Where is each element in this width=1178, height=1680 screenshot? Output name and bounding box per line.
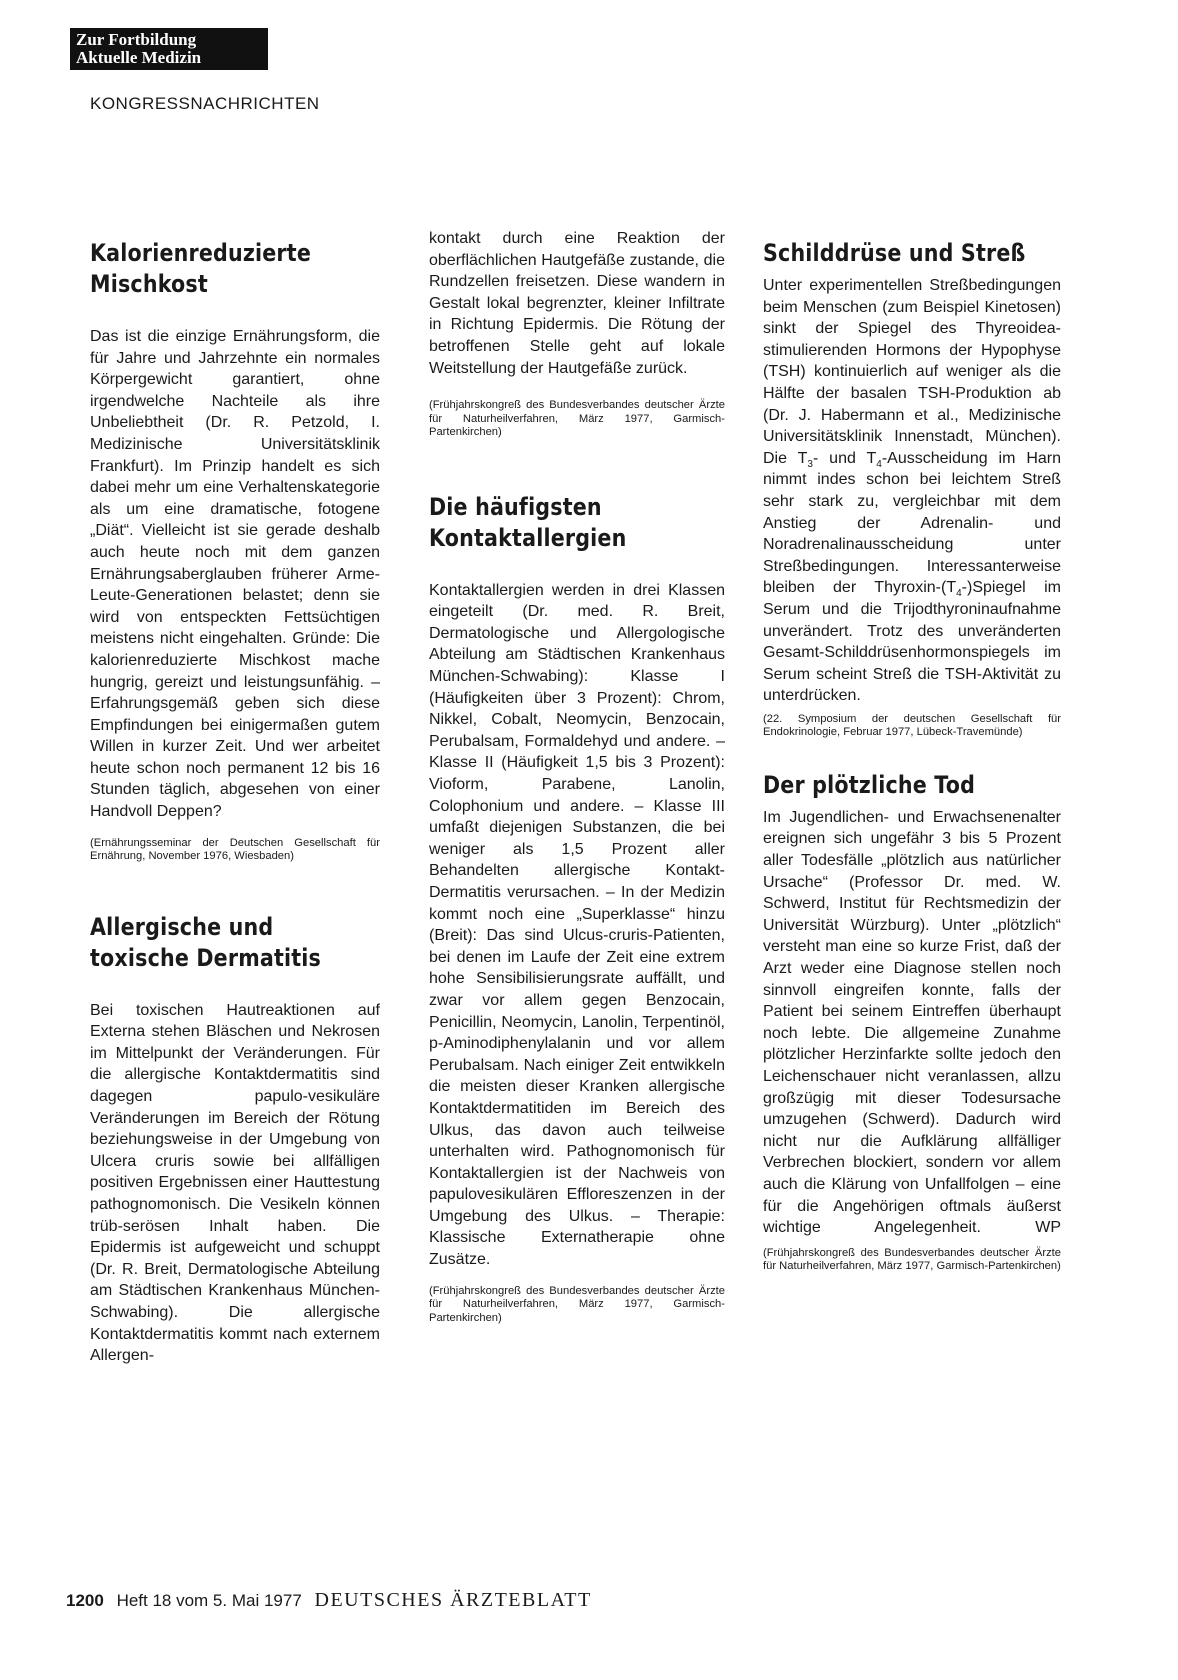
article-1-source: (Ernährungsseminar der Deutschen Gesellschaft für Ernährung, November 1976, Wiesbaden) xyxy=(90,836,380,863)
article-3-body: Kontaktallergien werden in drei Klassen eingeteilt (Dr. med. R. Breit, Dermatologische und Allergologische Abteilung am Städtischen Krankenhaus München-Schwabing): Klasse I (Häufigkeiten über 3 Prozent): Chrom, Nikkel, Cobalt, Neomycin, Benzocain, Perubalsam, Formaldehyd und andere. – Klasse II (Häufigkeit 1,5 bis 3 Prozent): Vioform, Parabene, Lanolin, Colophonium und andere. – Klasse III umfaßt diejenigen Substanzen, die bei weniger als 1,5 Prozent aller Behandelten allergische Kontakt-Dermatitis verursachen. – In der Medizin kommt noch eine „Superklasse“ hinzu (Breit): Das sind Ulcus-cruris-Patienten, bei denen im Laufe der Zeit eine extrem hohe Sensibilisierungsrate auffällt, und zwar vor allem gegen Benzocain, Penicillin, Neomycin, Lanolin, Terpentinöl, p-Aminodiphenylalanin und vor allem Perubalsam. Nach einiger Zeit entwikkeln die meisten dieser Kranken allergische Kontaktdermatitiden im Bereich des Ulkus, das davon auch teilweise unterhalten wird. Pathognomonisch für Kontaktallergien ist der Nachweis von papulovesikulären Effloreszenzen in der Umgebung des Ulkus. – Therapie: Klassische Externatherapie ohne Zusätze. xyxy=(429,581,725,1269)
article-4-source: (22. Symposium der deutschen Gesellschaft für Endokrinologie, Februar 1977, Lübeck-Travemünde) xyxy=(763,712,1061,739)
column-3 xyxy=(763,238,1061,1274)
article-3-title: Die häufigsten Kontaktallergien xyxy=(429,492,627,552)
article-1-body: Das ist die einzige Ernährungsform, die für Jahre und Jahrzehnte ein normales Körpergewicht garantiert, ohne irgendwelche Nachteile als ihre Unbeliebtheit (Dr. R. Petzold, I. Medizinische Universitätsklinik Frankfurt). Im Prinzip handelt es sich dabei mehr um eine Verhaltenskategorie als um eine dramatische, fotogene „Diät“. Vielleicht ist sie gerade deshalb auch heute noch mit dem ganzen Ernährungsaberglauben früherer Arme-Leute-Generationen belastet; denn sie wird von entspeckten Fettsüchtigen meistens nicht eingehalten. Gründe: Die kalorienreduzierte Mischkost mache hungrig, gereizt und leistungsunfähig. – Erfahrungsgemäß geben sich diese Empfindungen bei einigermaßen gutem Willen in kurzer Zeit. Und wer arbeitet heute schon noch permanent 12 bis 16 Stunden täglich, abgesehen von einer Handvoll Deppen? xyxy=(90,328,380,821)
author-signature: WP xyxy=(1035,1219,1061,1237)
article-5-title: Der plötzliche Tod xyxy=(763,770,976,799)
article-2-body-part-1: Bei toxischen Hautreaktionen auf Externa stehen Bläschen und Nekrosen im Mittelpunkt der Veränderungen. Für die allergische Kontaktdermatitis sind dagegen papulo-vesikuläre Veränderungen im Bereich der Rötung beziehungsweise in der Umgebung von Ulcera cruris sowie bei allfälligen positiven Ergebnissen einer Hauttestung pathognomonisch. Die Vesikeln können trüb-serösen Inhalt haben. Die Epidermis ist aufgeweicht und schuppt (Dr. R. Breit, Dermatologische Abteilung am Städtischen Krankenhaus München-Schwabing). Die allergische Kontaktdermatitis kommt nach externem Allergen- xyxy=(90,1001,380,1365)
article-4-body: Unter experimentellen Streßbedingungen beim Menschen (zum Beispiel Kinetosen) sinkt der Spiegel des Thyreoidea-stimulierenden Hormons der Hypophyse (TSH) kontinuierlich auf weniger als die Hälfte der basalen TSH-Produktion ab (Dr. J. Habermann et al., Medizinische Universitätsklinik Innenstadt, München). Die $T_3-$ und $T_4$-Ausscheidung im Harn nimmt indes schon bei leichtem Streß sehr stark zu, vergleichbar mit dem Anstieg der Adrenalin- und Noradrenalinausscheidung unter Streßbedingungen. Interessanterweise bleiben der Thyroxin-$(T_4-)Spiegel$ im Serum und die Trijodthyroninaufnahme unverändert. Trotz des unveränderten Gesamt-Schilddrüsenhormonspiegels im Serum scheint Streß die TSH-Aktivität zu unterdrücken. xyxy=(763,277,1062,705)
rubric-line-2: Aktuelle Medizin xyxy=(76,48,202,67)
section-label: KONGRESSNACHRICHTEN xyxy=(90,94,320,113)
rubric-badge xyxy=(70,28,268,70)
column-1 xyxy=(90,238,380,1367)
rubric-line-1: Zur Fortbildung xyxy=(76,30,197,49)
article-5-body: Im Jugendlichen- und Erwachsenenalter ereignen sich ungefähr 3 bis 5 Prozent aller Todesfälle „plötzlich aus natürlicher Ursache“ (Professor Dr. med. W. Schwerd, Institut für Rechtsmedizin der Universität Würzburg). Unter „plötzlich“ versteht man eine so kurze Frist, daß der Arzt weder eine Diagnose stellen noch sinnvoll eingreifen konnte, falls der Patient bei seinem Eintreffen überhaupt noch lebte. Die allgemeine Zunahme plötzlicher Herzinfarkte sollte jedoch den Leichenschauer nicht veranlassen, allzu großzügig mit dieser Todesursache umzugehen (Schwerd). Dadurch wird nicht nur die Aufklärung allfälliger Verbrechen blockiert, sondern vor allem auch die Klärung von Unfallfolgen – eine für die Angehörigen oftmals äußerst wichtige Angelegenheit. WP xyxy=(763,808,1061,1237)
article-2-title: Allergische und toxische Dermatitis xyxy=(90,912,322,972)
article-2-source: (Frühjahrskongreß des Bundesverbandes deutscher Ärzte für Naturheilverfahren, März 1977, Garmisch-Partenkirchen) xyxy=(429,399,725,439)
page-footer xyxy=(66,1589,592,1612)
issue-info: Heft 18 vom 5. Mai 1977 xyxy=(116,1591,302,1610)
article-1-title: Kalorienreduzierte Mischkost xyxy=(90,239,312,298)
article-4-title: Schilddrüse und Streß xyxy=(763,239,1026,267)
article-2-body-part-2: kontakt durch eine Reaktion der oberflächlichen Hautgefäße zustande, die Rundzellen freisetzen. Diese wandern in Gestalt lokal begrenzter, kleiner Infiltrate in Richtung Epidermis. Die Rötung der betroffenen Stelle geht auf lokale Weitstellung der Hautgefäße zurück. xyxy=(429,230,725,377)
journal-name: DEUTSCHES ÄRZTEBLATT xyxy=(314,1589,592,1611)
page-number: 1200 xyxy=(66,1591,104,1610)
column-2 xyxy=(429,228,725,1325)
article-5-source: (Frühjahrskongreß des Bundesverbandes deutscher Ärzte für Naturheilverfahren, März 1977, Garmisch-Partenkirchen) xyxy=(763,1246,1061,1273)
article-3-source: (Frühjahrskongreß des Bundesverbandes deutscher Ärzte für Naturheilverfahren, März 1977, Garmisch-Partenkirchen) xyxy=(429,1284,725,1324)
